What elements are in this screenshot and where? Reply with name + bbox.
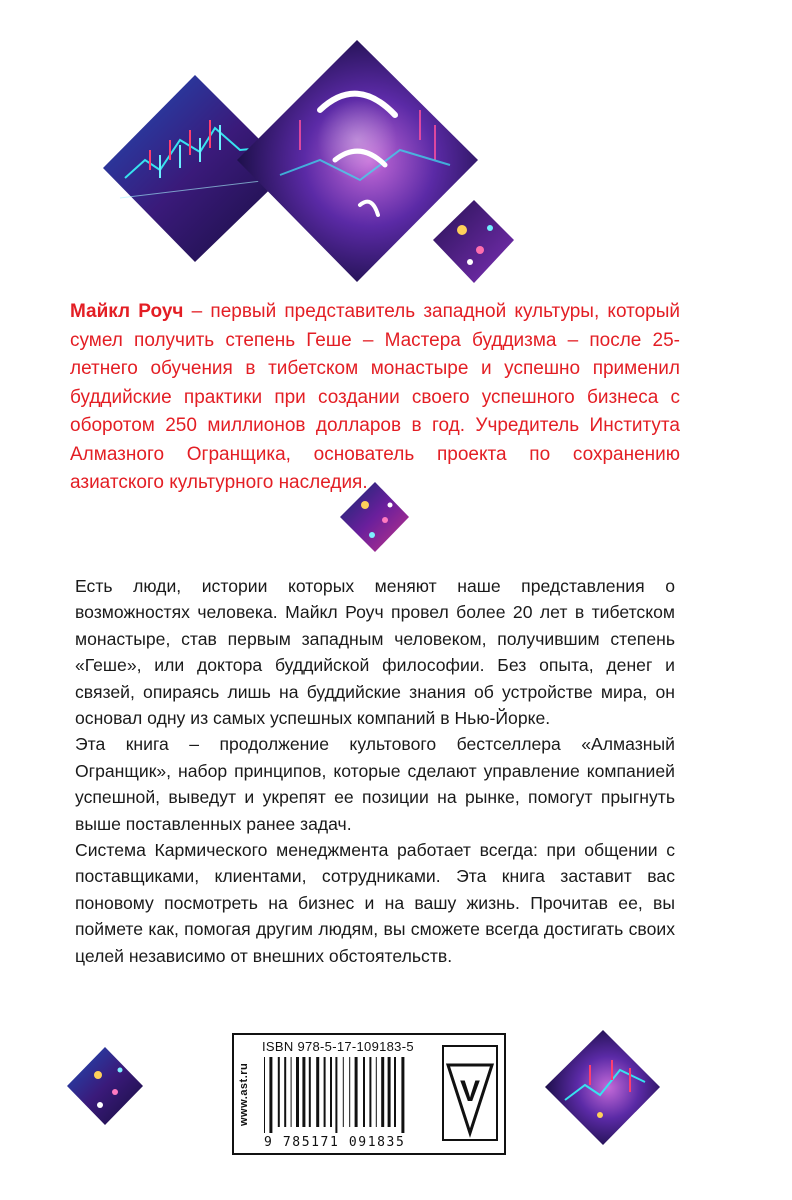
description-paragraph-3: Система Кармического менеджмента работает всегда: при общении с поставщиками, клиентами, сотрудниками. Эта книга заставит вас поновому посмотреть на бизнес и на вашу жизнь. Прочитав ее, вы поймете как, помогая другим людям, вы сможете всегда достигать своих целей независимо от внешних обстоятельств.: [75, 840, 675, 966]
publisher-site-url: www.ast.ru: [238, 1062, 250, 1126]
book-description: [75, 573, 675, 969]
diamond-bottom-left: [67, 1047, 143, 1125]
diamond-bottom-right: [545, 1030, 660, 1145]
author-name: Майкл Роуч: [70, 301, 184, 322]
publisher-mark-letter: V: [459, 1075, 481, 1108]
publisher-mark-icon: [442, 1045, 498, 1141]
diamond-bokeh-right: [433, 200, 514, 283]
barcode-bars: [262, 1057, 434, 1133]
author-bio: [70, 298, 680, 498]
author-bio-text: – первый представитель западной культуры, который сумел получить степень Геше – Мастера буддизма – после 25-летнего обучения в тибетском монастыре и успешно применил буддийские практики при создании своего успешного бизнеса с оборотом 250 миллионов долларов в год. Учредитель Института Алмазного Огранщика, основатель проекта по сохранению азиатского культурного наследия.: [70, 301, 680, 493]
description-paragraph-2: Эта книга – продолжение культового бестселлера «Алмазный Огранщик», набор принципов, которые сделают управление компанией успешной, выведут и укрепят ее позиции на рынке, помогут прыгнуть выше поставленных ранее задач.: [75, 734, 675, 834]
barcode-block: [232, 1033, 506, 1155]
description-paragraph-1: Есть люди, истории которых меняют наше представления о возможностях человека. Майкл Роуч провел более 20 лет в тибетском монастыре, став первым западным человеком, получившим степень «Геше», или доктора буддийской философии. Без опыта, денег и связей, опираясь лишь на буддийские знания об устройстве мира, он основал одну из самых успешных компаний в Нью-Йорке.: [75, 576, 675, 729]
ean-number: 9 785171 091835: [264, 1135, 406, 1150]
isbn-number: ISBN 978-5-17-109183-5: [262, 1039, 414, 1054]
